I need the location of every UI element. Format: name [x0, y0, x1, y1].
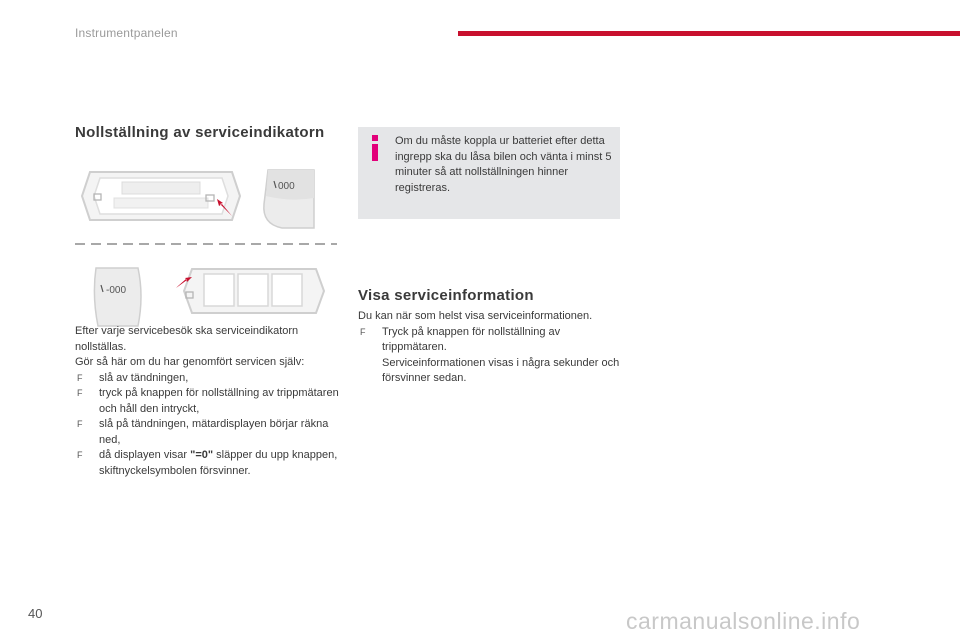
visa-instructions	[358, 309, 620, 387]
watermark: carmanualsonline.info	[626, 608, 861, 634]
visa-step-2	[358, 356, 620, 387]
bullet-marker: F	[77, 450, 83, 460]
visa-step-2-text: Serviceinformationen visas i några sekunder och försvinner sedan.	[382, 356, 620, 384]
bullet-marker: F	[77, 419, 83, 429]
header-accent-bar	[458, 31, 960, 36]
reset-knob-counting-illustration	[90, 266, 146, 330]
reset-step-3	[75, 417, 345, 448]
bullet-marker: F	[360, 326, 366, 337]
reset-heading: Nollställning av serviceindikatorn	[75, 124, 325, 141]
figure-divider	[75, 243, 337, 245]
cluster-screens-illustration	[176, 266, 326, 316]
visa-intro: Du kan när som helst visa serviceinformationen.	[358, 310, 593, 322]
reset-step-1	[75, 371, 345, 387]
reset-step-4-after: släpper du upp knappen, skiftnyckelsymbolen försvinner.	[99, 449, 338, 477]
info-icon	[368, 135, 382, 163]
bullet-marker: F	[77, 372, 83, 383]
bullet-marker: F	[77, 388, 83, 398]
reset-step-3-text: slå på tändningen, mätardisplayen börjar räkna ned,	[99, 418, 329, 446]
display-value-bottom: -000	[106, 285, 127, 296]
reset-step-4	[75, 448, 345, 479]
reset-intro-2: Gör så här om du har genomfört servicen själv:	[75, 356, 305, 368]
instrument-cluster-illustration	[80, 168, 242, 224]
display-value-top: 000	[278, 181, 295, 192]
reset-step-4-before: då displayen visar	[99, 449, 191, 461]
reset-knob-display-illustration	[260, 168, 320, 234]
visa-heading: Visa serviceinformation	[358, 287, 534, 304]
reset-step-2	[75, 386, 345, 417]
visa-step-1-text: Tryck på knappen för nollställning av trippmätaren.	[382, 325, 561, 353]
display-zero-value: "=0"	[190, 449, 214, 461]
reset-intro-1: Efter varje servicebesök ska serviceindikatorn nollställas.	[75, 325, 299, 353]
info-callout	[358, 127, 620, 219]
reset-step-1-text: slå av tändningen,	[99, 371, 189, 384]
reset-step-2-text: tryck på knappen för nollställning av trippmätaren och håll den intryckt,	[99, 387, 339, 415]
info-text: Om du måste koppla ur batteriet efter detta ingrepp ska du låsa bilen och vänta i minst 5 minuter så att nollställningen hinner registreras.	[395, 135, 612, 194]
reset-instructions	[75, 324, 345, 479]
section-title: Instrumentpanelen	[75, 26, 178, 40]
page-number: 40	[28, 606, 43, 621]
visa-step-1	[358, 325, 620, 356]
